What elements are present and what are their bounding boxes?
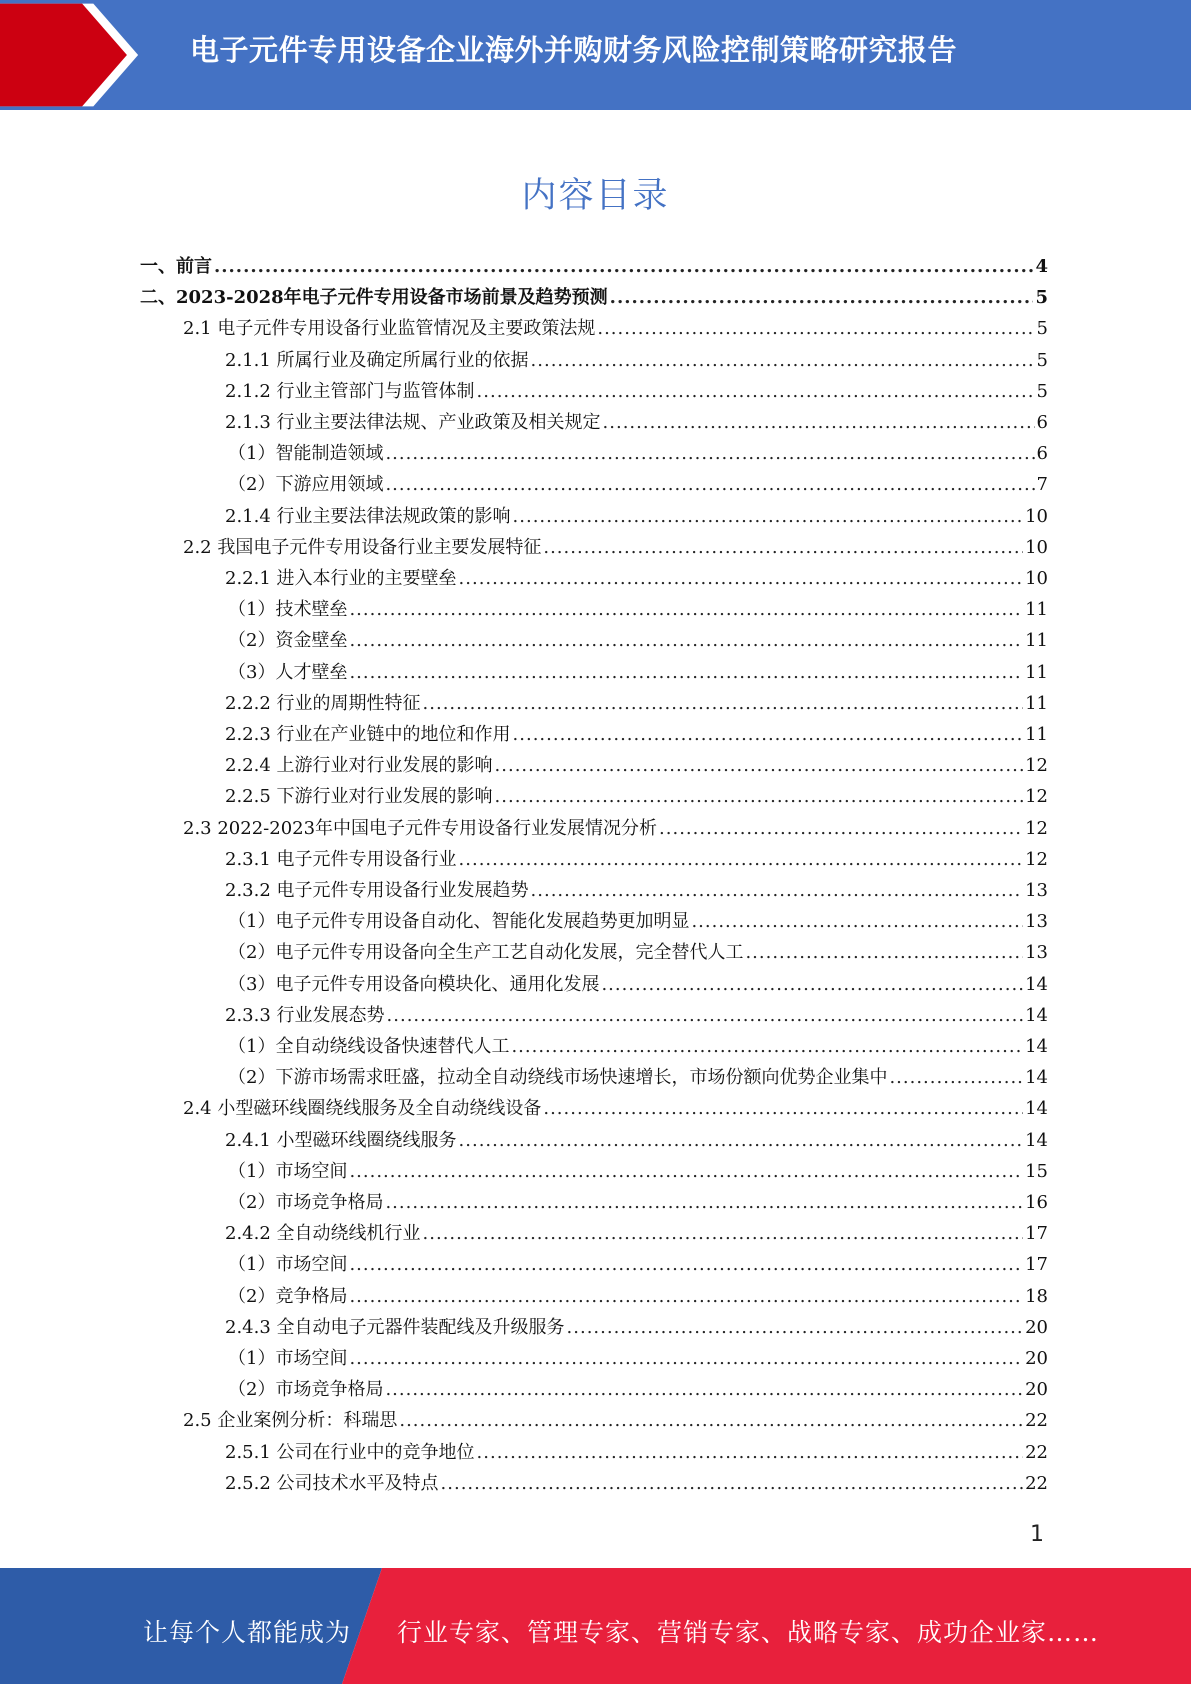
toc-entry[interactable] xyxy=(228,1033,1048,1061)
toc-dot-leader xyxy=(385,1189,1023,1217)
toc-dot-leader xyxy=(349,1251,1023,1279)
toc-entry-title: （1）市场空间 xyxy=(228,1160,348,1182)
toc-entry-title: 2.1.4 行业主要法律法规政策的影响 xyxy=(225,505,511,527)
toc-entry-page: 14 xyxy=(1025,1036,1048,1057)
toc-dot-leader xyxy=(349,1283,1023,1311)
toc-entry[interactable] xyxy=(225,503,1048,531)
toc-dot-leader xyxy=(349,659,1023,687)
toc-entry[interactable] xyxy=(183,534,1048,562)
toc-dot-leader xyxy=(531,877,1024,905)
toc-entry[interactable] xyxy=(228,971,1048,999)
toc-entry[interactable] xyxy=(183,815,1048,843)
toc-entry-title: （1）市场空间 xyxy=(228,1348,348,1369)
toc-entry-page: 11 xyxy=(1025,661,1048,683)
toc-entry[interactable] xyxy=(225,378,1048,406)
toc-dot-leader xyxy=(385,440,1034,468)
toc-entry-title: （1）智能制造领域 xyxy=(228,443,384,465)
toc-dot-leader xyxy=(745,939,1023,967)
toc-dot-leader xyxy=(477,1439,1024,1467)
toc-dot-leader xyxy=(459,565,1024,593)
toc-entry-title: 2.2 我国电子元件专用设备行业主要发展特征 xyxy=(183,536,542,558)
toc-entry-title: （2）资金壁垒 xyxy=(228,630,348,652)
toc-entry-title: （2）市场竞争格局 xyxy=(228,1192,384,1213)
toc-entry[interactable] xyxy=(228,1158,1048,1186)
toc-dot-leader xyxy=(387,1002,1024,1030)
toc-entry-title: （1）电子元件专用设备自动化、智能化发展趋势更加明显 xyxy=(228,911,690,933)
toc-entry-page: 22 xyxy=(1025,1410,1048,1432)
toc-dot-leader xyxy=(603,409,1035,437)
toc-entry-page: 5 xyxy=(1036,318,1048,340)
toc-dot-leader xyxy=(214,253,1033,281)
toc-entry[interactable] xyxy=(228,1283,1048,1311)
toc-dot-leader xyxy=(459,846,1024,874)
toc-dot-leader xyxy=(531,347,1035,375)
toc-entry-page: 16 xyxy=(1025,1192,1048,1213)
toc-entry-page: 15 xyxy=(1025,1160,1048,1182)
toc-entry-title: 2.2.3 行业在产业链中的地位和作用 xyxy=(225,724,511,745)
toc-dot-leader xyxy=(349,1158,1023,1186)
toc-entry[interactable] xyxy=(140,253,1048,281)
toc-dot-leader xyxy=(691,908,1023,936)
toc-entry[interactable] xyxy=(228,471,1048,499)
toc-dot-leader xyxy=(349,1345,1023,1373)
toc-entry-page: 10 xyxy=(1025,568,1048,589)
toc-entry[interactable] xyxy=(228,939,1048,967)
toc-entry-title: 2.5.2 公司技术水平及特点 xyxy=(225,1472,439,1494)
toc-entry-page: 11 xyxy=(1025,630,1048,652)
toc-entry[interactable] xyxy=(225,1439,1048,1467)
toc-dot-leader xyxy=(385,471,1034,499)
toc-dot-leader xyxy=(349,627,1023,655)
toc-entry-title: 二、2023-2028年电子元件专用设备市场前景及趋势预测 xyxy=(140,287,608,309)
toc-entry[interactable] xyxy=(228,440,1048,468)
toc-entry[interactable] xyxy=(183,1407,1048,1435)
toc-entry[interactable] xyxy=(228,908,1048,936)
toc-entry[interactable] xyxy=(225,690,1048,718)
toc-entry[interactable] xyxy=(183,1095,1048,1123)
toc-dot-leader xyxy=(423,1220,1024,1248)
toc-entry-title: （2）电子元件专用设备向全生产工艺自动化发展，完全替代人工 xyxy=(228,942,744,964)
toc-dot-leader xyxy=(495,783,1024,811)
toc-dot-leader xyxy=(477,378,1035,406)
toc-entry-page: 4 xyxy=(1035,256,1048,277)
toc-entry[interactable] xyxy=(225,1470,1048,1498)
toc-entry-title: 2.1.2 行业主管部门与监管体制 xyxy=(225,380,475,402)
toc-entry-page: 5 xyxy=(1036,349,1048,371)
toc-entry[interactable] xyxy=(225,1314,1048,1342)
toc-entry-page: 11 xyxy=(1025,599,1048,621)
toc-entry-title: （1）技术壁垒 xyxy=(228,599,348,621)
toc-entry-page: 13 xyxy=(1025,911,1048,933)
toc-entry-page: 12 xyxy=(1025,786,1048,808)
toc-entry-page: 14 xyxy=(1025,973,1048,995)
toc-dot-leader xyxy=(513,503,1024,531)
toc-entry[interactable] xyxy=(225,721,1048,749)
toc-entry-title: 2.5.1 公司在行业中的竞争地位 xyxy=(225,1441,475,1463)
toc-dot-leader xyxy=(495,752,1024,780)
toc-entry-title: 2.3.2 电子元件专用设备行业发展趋势 xyxy=(225,880,529,901)
toc-entry[interactable] xyxy=(225,783,1048,811)
toc-entry-page: 14 xyxy=(1025,1129,1048,1151)
toc-entry-page: 22 xyxy=(1025,1472,1048,1494)
toc-entry-title: （2）下游应用领域 xyxy=(228,474,384,496)
toc-entry[interactable] xyxy=(228,1064,1048,1092)
toc-entry-title: 2.3.3 行业发展态势 xyxy=(225,1004,385,1026)
toc-entry-title: 2.1.1 所属行业及确定所属行业的依据 xyxy=(225,349,529,371)
toc-entry[interactable] xyxy=(183,315,1048,343)
toc-entry-title: 2.5 企业案例分析：科瑞思 xyxy=(183,1410,398,1432)
toc-entry[interactable] xyxy=(228,627,1048,655)
toc-entry-page: 14 xyxy=(1025,1098,1048,1120)
toc-dot-leader xyxy=(513,721,1024,749)
toc-dot-leader xyxy=(601,971,1023,999)
toc-entry-title: 一、前言 xyxy=(140,256,212,277)
toc-dot-leader xyxy=(610,284,1034,312)
toc-entry-page: 12 xyxy=(1025,817,1048,839)
toc-entry[interactable] xyxy=(225,1127,1048,1155)
toc-entry[interactable] xyxy=(228,659,1048,687)
header-red-arrow xyxy=(0,0,140,110)
toc-dot-leader xyxy=(567,1314,1024,1342)
toc-entry[interactable] xyxy=(140,284,1048,312)
toc-dot-leader xyxy=(349,596,1023,624)
toc-entry-title: （1）全自动绕线设备快速替代人工 xyxy=(228,1036,510,1057)
page-number: 1 xyxy=(1030,1522,1044,1547)
toc-entry-page: 12 xyxy=(1025,755,1048,777)
toc-dot-leader xyxy=(889,1064,1023,1092)
toc-entry[interactable] xyxy=(228,1345,1048,1373)
toc-entry-page: 17 xyxy=(1025,1254,1048,1276)
toc-entry-title: 2.4 小型磁环线圈绕线服务及全自动绕线设备 xyxy=(183,1098,542,1120)
toc-entry-title: 2.1.3 行业主要法律法规、产业政策及相关规定 xyxy=(225,412,601,433)
toc-entry[interactable] xyxy=(228,1376,1048,1404)
toc-entry-title: 2.4.3 全自动电子元器件装配线及升级服务 xyxy=(225,1316,565,1338)
toc-entry[interactable] xyxy=(228,1251,1048,1279)
toc-entry-title: 2.4.1 小型磁环线圈绕线服务 xyxy=(225,1129,457,1151)
toc-entry-page: 14 xyxy=(1025,1004,1048,1026)
toc-entry-title: 2.2.5 下游行业对行业发展的影响 xyxy=(225,786,493,808)
toc-heading: 内容目录 xyxy=(521,176,670,216)
toc-entry[interactable] xyxy=(225,409,1048,437)
toc-entry-title: 2.3.1 电子元件专用设备行业 xyxy=(225,848,457,870)
toc-entry-title: 2.4.2 全自动绕线机行业 xyxy=(225,1223,421,1245)
toc-entry-page: 13 xyxy=(1025,942,1048,964)
toc-entry-title: 2.2.1 进入本行业的主要壁垒 xyxy=(225,568,457,589)
toc-dot-leader xyxy=(423,690,1024,718)
toc-entry-page: 10 xyxy=(1025,505,1048,527)
toc-entry-page: 20 xyxy=(1025,1379,1048,1401)
toc-entry-page: 6 xyxy=(1036,412,1048,433)
toc-dot-leader xyxy=(543,1095,1023,1123)
toc-entry-page: 13 xyxy=(1025,880,1048,901)
toc-entry-title: （2）竞争格局 xyxy=(228,1285,348,1307)
toc-dot-leader xyxy=(511,1033,1023,1061)
toc-dot-leader xyxy=(597,315,1034,343)
footer-slogan-right: 行业专家、管理专家、营销专家、战略专家、成功企业家…… xyxy=(397,1618,1100,1647)
toc-entry-title: 2.3 2022-2023年中国电子元件专用设备行业发展情况分析 xyxy=(183,817,658,839)
toc-entry-title: （2）下游市场需求旺盛，拉动全自动绕线市场快速增长，市场份额向优势企业集中 xyxy=(228,1067,888,1089)
toc-dot-leader xyxy=(399,1407,1023,1435)
footer-slogan-left: 让每个人都能成为 xyxy=(143,1618,352,1647)
toc-entry-page: 20 xyxy=(1025,1316,1048,1338)
toc-entry-title: （2）市场竞争格局 xyxy=(228,1379,384,1401)
toc-entry-page: 17 xyxy=(1025,1223,1048,1245)
toc-entry-title: 2.1 电子元件专用设备行业监管情况及主要政策法规 xyxy=(183,318,596,340)
toc-dot-leader xyxy=(459,1127,1024,1155)
toc-entry-title: 2.2.4 上游行业对行业发展的影响 xyxy=(225,755,493,777)
toc-entry-page: 14 xyxy=(1025,1067,1048,1089)
toc-entry-page: 5 xyxy=(1035,287,1048,309)
report-header xyxy=(0,0,1191,110)
toc-entry-page: 5 xyxy=(1036,380,1048,402)
toc-entry[interactable] xyxy=(225,846,1048,874)
toc-entry-page: 11 xyxy=(1025,692,1048,714)
toc-dot-leader xyxy=(385,1376,1023,1404)
toc-entry-page: 12 xyxy=(1025,848,1048,870)
toc-entry[interactable] xyxy=(225,877,1048,905)
report-title: 电子元件专用设备企业海外并购财务风险控制策略研究报告 xyxy=(190,33,958,67)
toc-entry[interactable] xyxy=(228,1189,1048,1217)
toc-entry-title: （3）电子元件专用设备向模块化、通用化发展 xyxy=(228,973,600,995)
toc-entry-title: （3）人才壁垒 xyxy=(228,661,348,683)
toc-entry-page: 7 xyxy=(1036,474,1048,496)
toc-entry-title: 2.2.2 行业的周期性特征 xyxy=(225,692,421,714)
toc-entry[interactable] xyxy=(225,1220,1048,1248)
toc-entry[interactable] xyxy=(228,596,1048,624)
toc-entry-title: （1）市场空间 xyxy=(228,1254,348,1276)
toc-entry-page: 22 xyxy=(1025,1441,1048,1463)
toc-dot-leader xyxy=(441,1470,1024,1498)
toc-entry[interactable] xyxy=(225,565,1048,593)
toc-dot-leader xyxy=(543,534,1023,562)
toc-entry-page: 6 xyxy=(1036,443,1048,465)
toc-dot-leader xyxy=(659,815,1023,843)
toc-entry[interactable] xyxy=(225,752,1048,780)
toc-entry-page: 18 xyxy=(1025,1285,1048,1307)
toc-entry-page: 11 xyxy=(1025,724,1048,745)
toc-entry-page: 20 xyxy=(1025,1348,1048,1369)
toc-entry[interactable] xyxy=(225,1002,1048,1030)
toc-entry-page: 10 xyxy=(1025,536,1048,558)
toc-entry[interactable] xyxy=(225,347,1048,375)
